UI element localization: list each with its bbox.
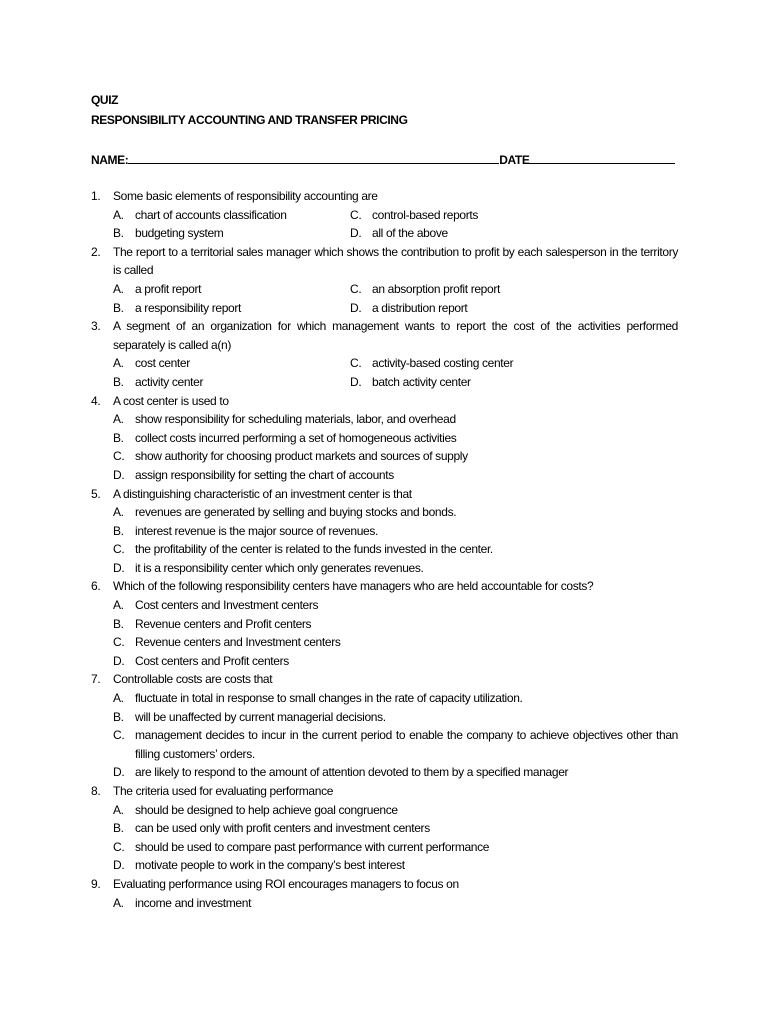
question-9 [91, 875, 678, 912]
option-letter: B. [113, 523, 124, 538]
option-letter: D. [350, 374, 362, 389]
option-text: control-based reports [372, 207, 479, 222]
question-number: 8. [91, 784, 101, 798]
date-blank[interactable] [529, 151, 675, 164]
question-number: 3. [91, 319, 101, 334]
option-text: an absorption profit report [372, 281, 500, 296]
question-5 [91, 485, 678, 578]
option-letter: D. [113, 858, 125, 873]
question-list [91, 187, 678, 912]
option-letter: C. [113, 728, 125, 743]
option-text: management decides to incur in the current period to enable the company to achieve objectives other than filling customers’ orders. [135, 728, 678, 761]
option-item [350, 224, 678, 243]
option-item [113, 522, 678, 541]
option-item [113, 689, 678, 708]
option-letter: D. [113, 765, 125, 780]
option-item [113, 652, 678, 671]
option-list [113, 801, 678, 875]
option-text: are likely to respond to the amount of attention devoted to them by a specified manager [135, 765, 569, 780]
option-item [113, 633, 678, 652]
option-text: collect costs incurred performing a set of homogeneous activities [135, 430, 457, 445]
option-text: should be used to compare past performance with current performance [135, 839, 490, 854]
option-text: budgeting system [135, 226, 224, 241]
option-list [113, 354, 678, 391]
option-item [113, 763, 678, 782]
option-letter: B. [113, 616, 124, 631]
option-text: a distribution report [372, 300, 468, 315]
option-letter: A. [113, 895, 124, 910]
question-4 [91, 392, 678, 485]
option-letter: A. [113, 281, 124, 296]
question-text: Evaluating performance using ROI encourages managers to focus on [113, 876, 459, 891]
date-label: DATE [499, 153, 530, 167]
option-item [113, 410, 678, 429]
option-list [113, 410, 678, 484]
question-3 [91, 317, 678, 391]
option-item [350, 373, 678, 392]
option-text: will be unaffected by current managerial decisions. [135, 709, 386, 724]
question-number: 4. [91, 393, 101, 408]
option-item [113, 447, 678, 466]
option-text: cost center [135, 356, 190, 371]
option-letter: C. [350, 207, 362, 222]
question-8 [91, 782, 678, 875]
option-text: a responsibility report [135, 300, 242, 315]
question-text: Which of the following responsibility centers have managers who are held accountable for costs? [113, 579, 594, 594]
option-text: activity-based costing center [372, 356, 514, 371]
option-item [113, 838, 678, 857]
option-item [350, 206, 678, 225]
option-letter: A. [113, 356, 124, 371]
option-letter: A. [113, 505, 124, 520]
option-item [113, 299, 350, 318]
question-text: A distinguishing characteristic of an investment center is that [113, 486, 412, 501]
option-list [113, 596, 678, 670]
option-text: motivate people to work in the company’s best interest [135, 858, 405, 873]
option-letter: D. [350, 226, 362, 241]
option-text: all of the above [372, 226, 448, 241]
option-text: show responsibility for scheduling materials, labor, and overhead [135, 412, 456, 427]
option-text: a profit report [135, 281, 202, 296]
option-item [113, 708, 678, 727]
option-text: it is a responsibility center which only generates revenues. [135, 560, 424, 575]
option-letter: A. [113, 802, 124, 817]
option-text: income and investment [135, 895, 252, 910]
option-item [113, 559, 678, 578]
option-text: Revenue centers and Investment centers [135, 635, 341, 650]
option-text: the profitability of the center is related to the funds invested in the center. [135, 542, 493, 557]
option-letter: B. [113, 300, 124, 315]
option-item [113, 466, 678, 485]
option-letter: B. [113, 374, 124, 389]
quiz-subtitle: RESPONSIBILITY ACCOUNTING AND TRANSFER PRICING [91, 113, 408, 127]
question-number: 6. [91, 579, 101, 594]
option-text: assign responsibility for setting the chart of accounts [135, 467, 394, 482]
option-list [113, 206, 678, 243]
option-item [113, 894, 678, 913]
option-item [350, 354, 678, 373]
option-text: revenues are generated by selling and buying stocks and bonds. [135, 505, 457, 520]
option-text: can be used only with profit centers and investment centers [135, 821, 430, 836]
option-item [113, 540, 678, 559]
quiz-label: QUIZ [91, 93, 119, 107]
option-letter: C. [113, 542, 125, 557]
option-list [113, 689, 678, 782]
option-letter: B. [113, 226, 124, 241]
option-item [113, 856, 678, 875]
question-text: Controllable costs are costs that [113, 672, 273, 687]
option-text: activity center [135, 374, 204, 389]
question-number: 5. [91, 486, 101, 501]
option-text: fluctuate in total in response to small changes in the rate of capacity utilization. [135, 691, 523, 706]
question-text: The report to a territorial sales manager which shows the contribution to profit by each salesperson in the territory is called [113, 244, 678, 278]
question-6 [91, 577, 678, 670]
option-letter: D. [113, 467, 125, 482]
option-letter: A. [113, 207, 124, 222]
option-letter: B. [113, 709, 124, 724]
option-item [113, 726, 678, 763]
option-list [113, 894, 678, 913]
option-item [113, 224, 350, 243]
option-letter: B. [113, 430, 124, 445]
name-blank[interactable] [128, 151, 499, 164]
option-item [113, 429, 678, 448]
option-text: Cost centers and Profit centers [135, 653, 289, 668]
question-number: 1. [91, 189, 101, 203]
option-item [113, 373, 350, 392]
option-text: Cost centers and Investment centers [135, 598, 319, 613]
option-item [113, 206, 350, 225]
option-item [113, 280, 350, 299]
question-1 [91, 187, 678, 243]
option-item [113, 819, 678, 838]
name-date-line [91, 151, 675, 167]
option-item [113, 801, 678, 820]
question-text: Some basic elements of responsibility accounting are [113, 189, 378, 203]
option-item [113, 354, 350, 373]
option-item [113, 596, 678, 615]
option-text: chart of accounts classification [135, 207, 287, 222]
question-2 [91, 243, 678, 317]
option-text: show authority for choosing product markets and sources of supply [135, 449, 468, 464]
option-letter: A. [113, 691, 124, 706]
question-number: 9. [91, 876, 101, 891]
option-letter: C. [113, 449, 125, 464]
option-text: should be designed to help achieve goal congruence [135, 802, 398, 817]
question-text: A cost center is used to [113, 393, 229, 408]
question-7 [91, 670, 678, 782]
option-item [113, 615, 678, 634]
question-number: 7. [91, 672, 101, 687]
question-text: The criteria used for evaluating performance [113, 784, 334, 798]
option-text: interest revenue is the major source of revenues. [135, 523, 378, 538]
option-text: Revenue centers and Profit centers [135, 616, 312, 631]
option-list [113, 280, 678, 317]
option-letter: A. [113, 412, 124, 427]
option-letter: D. [113, 653, 125, 668]
option-item [113, 503, 678, 522]
option-text: batch activity center [372, 374, 471, 389]
question-text: A segment of an organization for which management wants to report the cost of the activities performed separately is called a(n) [113, 319, 678, 352]
option-letter: C. [113, 635, 125, 650]
option-list [113, 503, 678, 577]
name-label: NAME: [91, 153, 129, 167]
option-letter: D. [113, 560, 125, 575]
option-letter: C. [113, 839, 125, 854]
question-number: 2. [91, 244, 101, 259]
option-letter: C. [350, 281, 362, 296]
option-letter: B. [113, 821, 124, 836]
option-item [350, 280, 678, 299]
option-letter: D. [350, 300, 362, 315]
option-letter: C. [350, 356, 362, 371]
option-item [350, 299, 678, 318]
option-letter: A. [113, 598, 124, 613]
